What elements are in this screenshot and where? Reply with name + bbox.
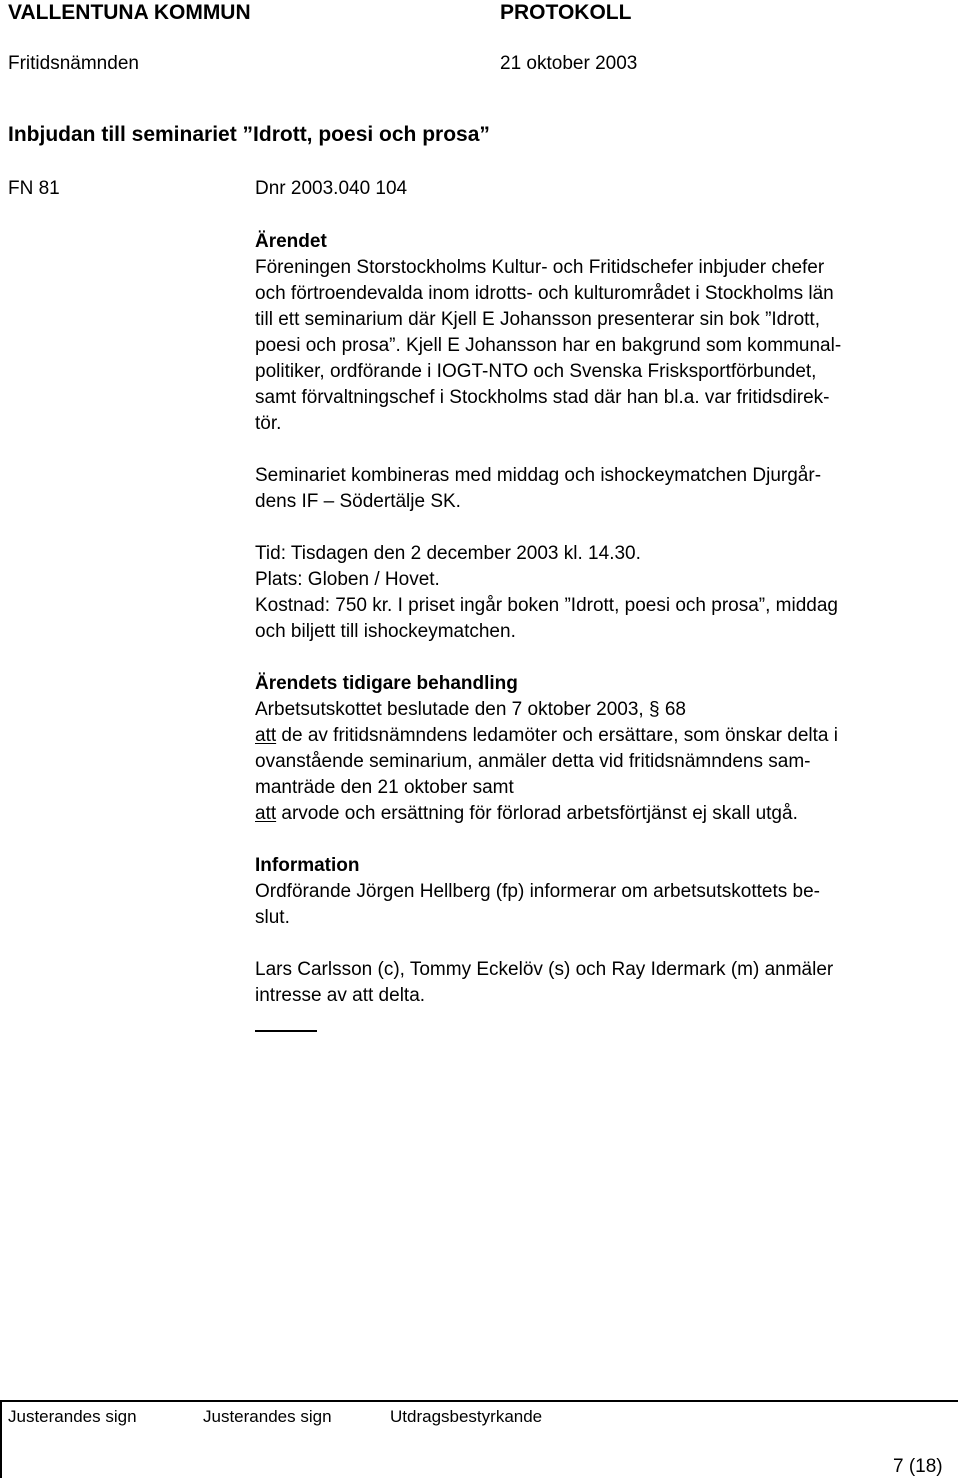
text-line: Ordförande Jörgen Hellberg (fp) informerar om arbetsutskottets be-: [255, 881, 820, 902]
information-heading: Information: [255, 855, 360, 876]
text-line: Kostnad: 750 kr. I priset ingår boken ”Idrott, poesi och prosa”, middag: [255, 595, 838, 616]
signature-field-2: Justerandes sign: [203, 1407, 332, 1426]
text-line: dens IF – Södertälje SK.: [255, 491, 461, 512]
text-line: och biljett till ishockeymatchen.: [255, 621, 516, 642]
text-line: Arbetsutskottet beslutade den 7 oktober 2003, § 68: [255, 699, 686, 720]
text-line: ovanstående seminarium, anmäler detta vid fritidsnämndens sam-: [255, 751, 811, 772]
tidigare-heading: Ärendets tidigare behandling: [255, 673, 518, 694]
text-line: Seminariet kombineras med middag och ishockeymatchen Djurgår-: [255, 465, 822, 486]
tidigare-body: [255, 697, 838, 827]
text-line: poesi och prosa”. Kjell E Johansson har en bakgrund som kommunal-: [255, 335, 842, 356]
arendet-heading: Ärendet: [255, 231, 327, 252]
information-paragraph-2: [255, 957, 833, 1009]
arendet-paragraph-3: [255, 541, 838, 645]
text-line: och förtroendevalda inom idrotts- och kulturområdet i Stockholms län: [255, 283, 834, 304]
case-dnr: Dnr 2003.040 104: [255, 178, 408, 199]
page-number: 7 (18): [893, 1456, 943, 1477]
text-line: Lars Carlsson (c), Tommy Eckelöv (s) och Ray Idermark (m) anmäler: [255, 959, 834, 980]
org-name: VALLENTUNA KOMMUN: [8, 1, 251, 24]
att-clause-1: att de av fritidsnämndens ledamöter och ersättare, som önskar delta i: [255, 725, 838, 746]
text-line: slut.: [255, 907, 290, 928]
document-type: PROTOKOLL: [500, 1, 632, 24]
information-paragraph-1: [255, 879, 820, 931]
case-number: FN 81: [8, 178, 60, 199]
text-line: till ett seminarium där Kjell E Johansson presenterar sin bok ”Idrott,: [255, 309, 820, 330]
meeting-date: 21 oktober 2003: [500, 53, 638, 74]
text-line: politiker, ordförande i IOGT-NTO och Svenska Frisksportförbundet,: [255, 361, 817, 382]
signature-field-1: Justerandes sign: [8, 1407, 137, 1426]
board-name: Fritidsnämnden: [8, 53, 139, 74]
text-line: intresse av att delta.: [255, 985, 426, 1006]
att-keyword: att: [255, 725, 277, 746]
att-clause-2: att arvode och ersättning för förlorad arbetsförtjänst ej skall utgå.: [255, 803, 798, 824]
arendet-paragraph-1: [255, 255, 841, 437]
text-line: tör.: [255, 413, 282, 434]
arendet-paragraph-2: [255, 463, 821, 515]
text-line: manträde den 21 oktober samt: [255, 777, 514, 798]
text-line: samt förvaltningschef i Stockholms stad där han bl.a. var fritidsdirek-: [255, 387, 830, 408]
text-line: Föreningen Storstockholms Kultur- och Fritidschefer inbjuder chefer: [255, 257, 825, 278]
att-keyword: att: [255, 803, 277, 824]
extract-verification-field: Utdragsbestyrkande: [390, 1407, 543, 1426]
text-line: Tid: Tisdagen den 2 december 2003 kl. 14.30.: [255, 543, 641, 564]
closing-rule: [255, 1030, 317, 1032]
text-line: Plats: Globen / Hovet.: [255, 569, 440, 590]
page-title: Inbjudan till seminariet ”Idrott, poesi och prosa”: [8, 123, 490, 146]
